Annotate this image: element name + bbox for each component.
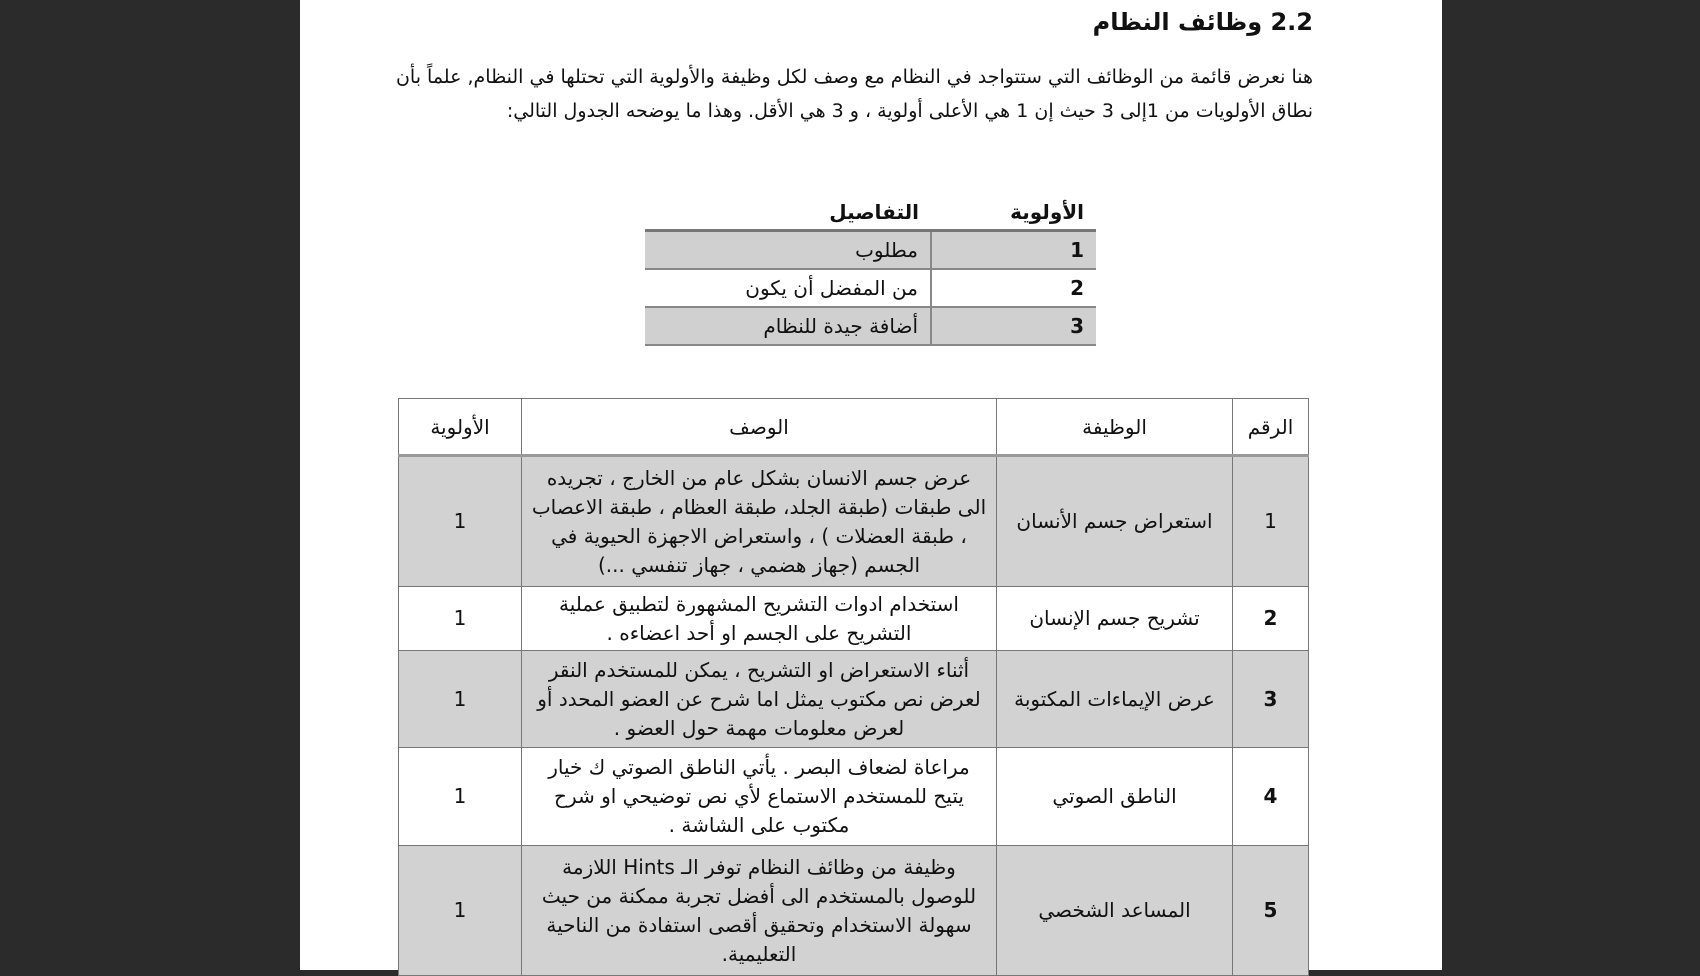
intro-paragraph: هنا نعرض قائمة من الوظائف التي ستتواجد في النظام مع وصف لكل وظيفة والأولوية التي تحتلها في النظام, علماً بأن نطاق الأولويات من 1إلى 3 حيث إن 1 هي الأعلى أولوية ، و 3 هي الأقل. وهذا ما يوضحه الجدول التالي: bbox=[395, 66, 1313, 122]
section-heading: 2.2 وظائف النظام bbox=[1092, 8, 1313, 36]
header-description: الوصف bbox=[522, 399, 997, 456]
row-priority: 1 bbox=[399, 651, 522, 748]
legend-details: من المفضل أن يكون bbox=[645, 269, 931, 307]
header-priority: الأولوية bbox=[399, 399, 522, 456]
row-function: تشريح جسم الإنسان bbox=[997, 587, 1233, 651]
legend-details: أضافة جيدة للنظام bbox=[645, 307, 931, 345]
row-description: استخدام ادوات التشريح المشهورة لتطبيق عملية التشريح على الجسم او أحد اعضاءه . bbox=[522, 587, 997, 651]
table-row bbox=[399, 846, 1309, 976]
legend-priority: 1 bbox=[931, 231, 1096, 270]
row-description: أثناء الاستعراض او التشريح ، يمكن للمستخدم النقر لعرض نص مكتوب يمثل اما شرح عن العضو المحدد أو لعرض معلومات مهمة حول العضو . bbox=[522, 651, 997, 748]
row-description: مراعاة لضعاف البصر . يأتي الناطق الصوتي ك خيار يتيح للمستخدم الاستماع لأي نص توضيحي او شرح مكتوب على الشاشة . bbox=[522, 748, 997, 846]
header-number: الرقم bbox=[1233, 399, 1309, 456]
row-description: عرض جسم الانسان بشكل عام من الخارج ، تجريده الى طبقات (طبقة الجلد، طبقة العظام ، طبقة الاعصاب ، طبقة العضلات ) ، واستعراض الاجهزة الحيوية في الجسم (جهاز هضمي ، جهاز تنفسي ...) bbox=[522, 456, 997, 587]
legend-header-priority: الأولوية bbox=[931, 195, 1096, 231]
priority-legend-table bbox=[645, 195, 1096, 346]
table-row bbox=[399, 651, 1309, 748]
row-function: الناطق الصوتي bbox=[997, 748, 1233, 846]
document-page bbox=[300, 0, 1442, 970]
row-number: 5 bbox=[1233, 846, 1309, 976]
row-number: 2 bbox=[1233, 587, 1309, 651]
functions-table bbox=[398, 398, 1309, 976]
row-function: استعراض جسم الأنسان bbox=[997, 456, 1233, 587]
row-priority: 1 bbox=[399, 456, 522, 587]
row-function: عرض الإيماءات المكتوبة bbox=[997, 651, 1233, 748]
legend-priority: 3 bbox=[931, 307, 1096, 345]
legend-header-details: التفاصيل bbox=[645, 195, 931, 231]
legend-row bbox=[645, 269, 1096, 307]
legend-priority: 2 bbox=[931, 269, 1096, 307]
row-number: 4 bbox=[1233, 748, 1309, 846]
row-priority: 1 bbox=[399, 748, 522, 846]
legend-details: مطلوب bbox=[645, 231, 931, 270]
row-function: المساعد الشخصي bbox=[997, 846, 1233, 976]
table-row bbox=[399, 748, 1309, 846]
row-priority: 1 bbox=[399, 587, 522, 651]
legend-row bbox=[645, 231, 1096, 270]
row-number: 1 bbox=[1233, 456, 1309, 587]
table-row bbox=[399, 587, 1309, 651]
row-description: وظيفة من وظائف النظام توفر الـ Hints اللازمة للوصول بالمستخدم الى أفضل تجربة ممكنة من حيث سهولة الاستخدام وتحقيق أقصى استفادة من الناحية التعليمية. bbox=[522, 846, 997, 976]
legend-row bbox=[645, 307, 1096, 345]
legend-header-row bbox=[645, 195, 1096, 231]
header-function: الوظيفة bbox=[997, 399, 1233, 456]
row-priority: 1 bbox=[399, 846, 522, 976]
row-number: 3 bbox=[1233, 651, 1309, 748]
table-row bbox=[399, 456, 1309, 587]
functions-header-row bbox=[399, 399, 1309, 456]
